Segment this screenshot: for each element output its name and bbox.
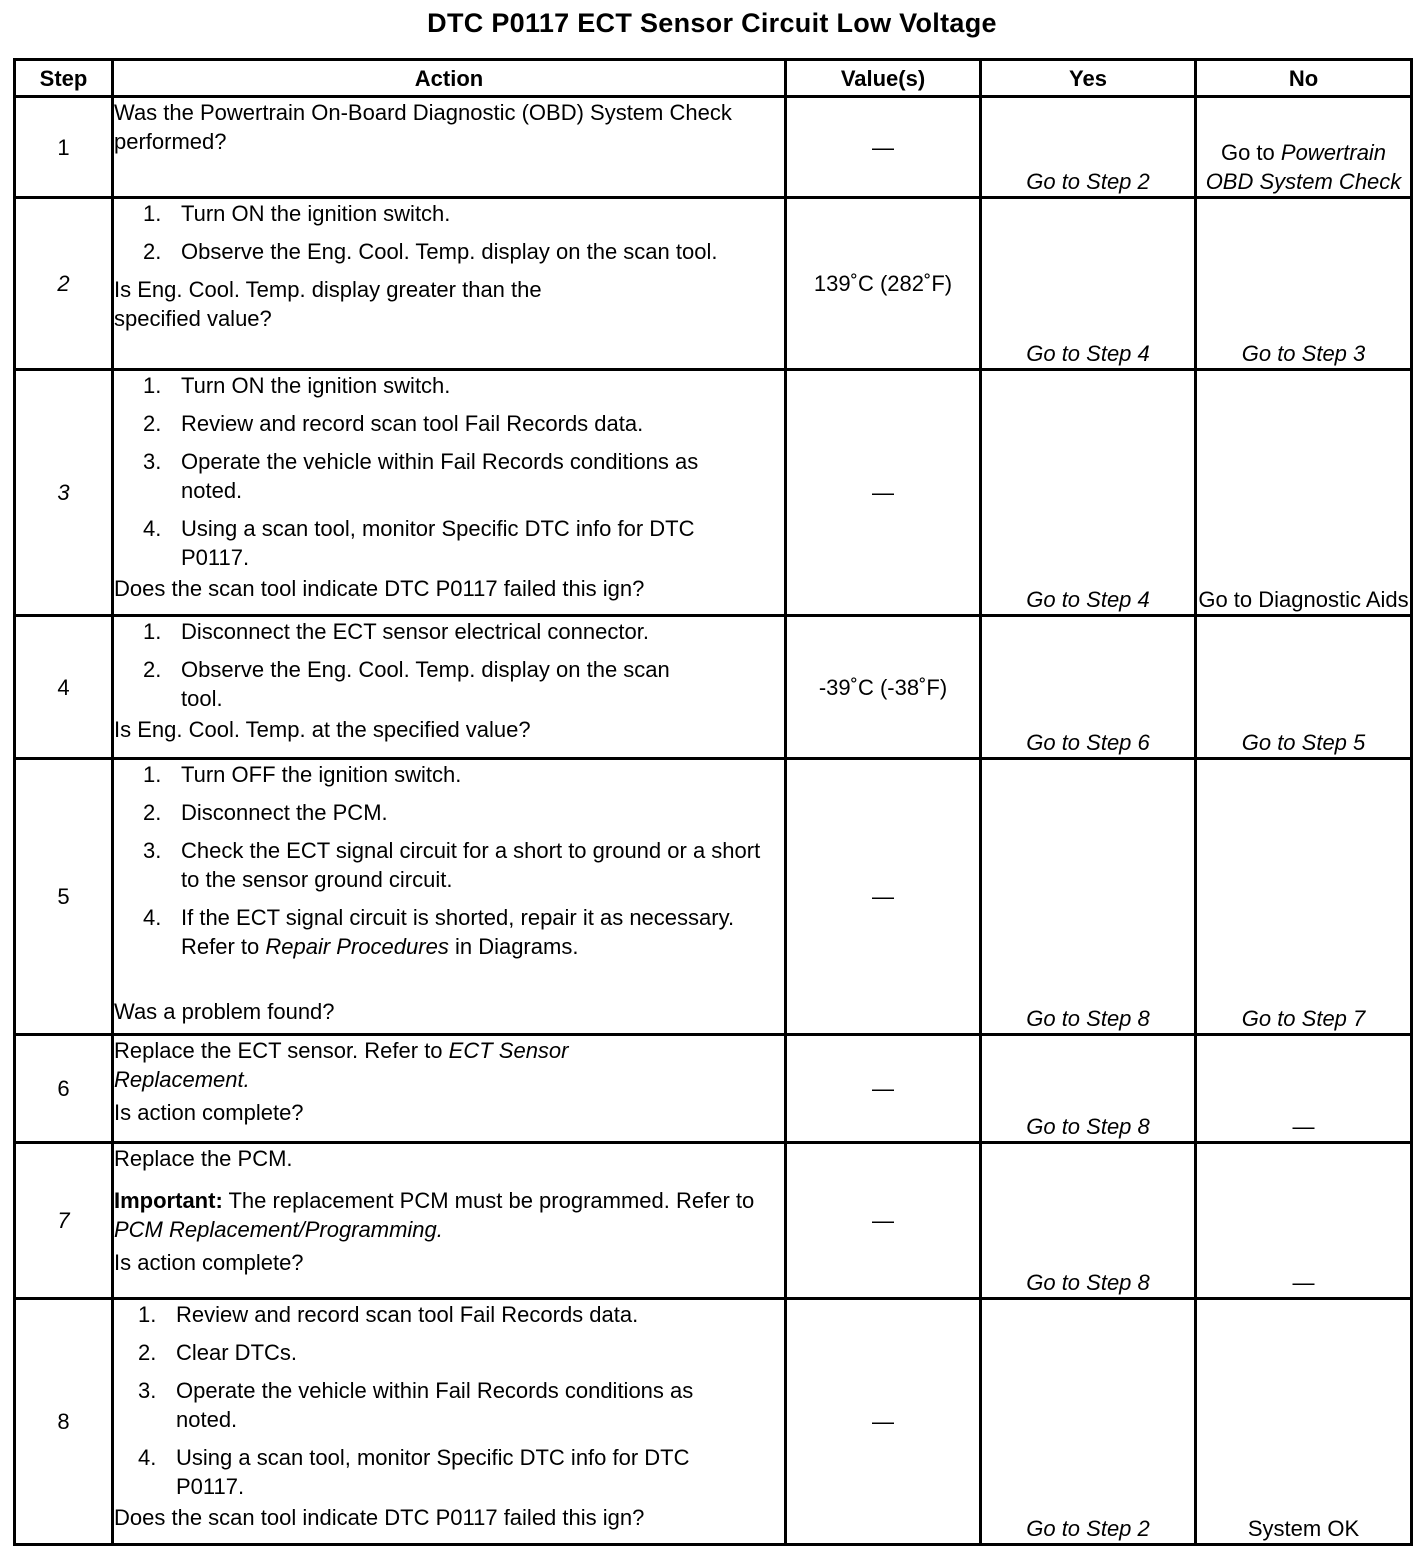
header-values: Value(s) bbox=[786, 60, 981, 97]
step-number: 6 bbox=[15, 1035, 113, 1143]
step-number: 4 bbox=[15, 616, 113, 759]
no-cell: Go to Step 5 bbox=[1196, 616, 1412, 759]
value-cell: — bbox=[786, 759, 981, 1035]
action-step: 1. Turn OFF the ignition switch. bbox=[143, 762, 462, 787]
action-text: Replace the PCM. bbox=[114, 1146, 293, 1171]
no-cell: — bbox=[1196, 1035, 1412, 1143]
action-question: Does the scan tool indicate DTC P0117 failed this ign? bbox=[114, 1505, 645, 1530]
yes-cell: Go to Step 4 bbox=[981, 370, 1196, 616]
step-number: 8 bbox=[15, 1299, 113, 1545]
step-item-number: 4. bbox=[143, 516, 162, 541]
header-action: Action bbox=[113, 60, 786, 97]
no-cell: Go to Step 3 bbox=[1196, 198, 1412, 370]
action-cell bbox=[113, 198, 786, 370]
action-steps bbox=[114, 371, 784, 572]
table-row bbox=[15, 616, 1412, 759]
step-item-number: 3. bbox=[143, 449, 162, 474]
step-number: 2 bbox=[15, 198, 113, 370]
action-step: 2. Disconnect the PCM. bbox=[143, 800, 388, 825]
no-cell: Go to Diagnostic Aids bbox=[1196, 370, 1412, 616]
action-step: 4. Using a scan tool, monitor Specific DTC info for DTC P0117. bbox=[143, 516, 695, 570]
step-item-number: 4. bbox=[138, 1445, 157, 1470]
action-text: Was the Powertrain On-Board Diagnostic (OBD) System Check performed? bbox=[114, 100, 732, 154]
action-step: 3. Operate the vehicle within Fail Records conditions as noted. bbox=[138, 1378, 694, 1432]
table-row bbox=[15, 198, 1412, 370]
no-reference: Powertrain OBD System Check bbox=[1205, 140, 1402, 194]
table-row bbox=[15, 1299, 1412, 1545]
action-cell bbox=[113, 616, 786, 759]
yes-cell: Go to Step 6 bbox=[981, 616, 1196, 759]
no-cell: — bbox=[1196, 1143, 1412, 1299]
action-question: Is Eng. Cool. Temp. at the specified value? bbox=[114, 717, 531, 742]
step-number: 3 bbox=[15, 370, 113, 616]
action-cell bbox=[113, 759, 786, 1035]
action-text: Replace the ECT sensor. Refer to bbox=[114, 1038, 443, 1063]
table-row bbox=[15, 97, 1412, 198]
diagnostic-table bbox=[13, 58, 1413, 1546]
action-step: 2. Observe the Eng. Cool. Temp. display on the scan tool. bbox=[143, 239, 718, 264]
step-item-number: 1. bbox=[143, 619, 162, 644]
step-item-number: 4. bbox=[143, 905, 162, 930]
action-reference: PCM Replacement/Programming. bbox=[114, 1217, 443, 1242]
step-number: 7 bbox=[15, 1143, 113, 1299]
step-item-number: 1. bbox=[138, 1302, 157, 1327]
step-number: 1 bbox=[15, 97, 113, 198]
action-question: Does the scan tool indicate DTC P0117 failed this ign? bbox=[114, 576, 645, 601]
yes-cell: Go to Step 8 bbox=[981, 1035, 1196, 1143]
step-item-number: 2. bbox=[143, 800, 162, 825]
action-steps bbox=[114, 1300, 784, 1501]
action-cell bbox=[113, 1143, 786, 1299]
action-step: 1. Turn ON the ignition switch. bbox=[143, 201, 451, 226]
step-number: 5 bbox=[15, 759, 113, 1035]
value-cell: — bbox=[786, 1299, 981, 1545]
no-cell: System OK bbox=[1196, 1299, 1412, 1545]
value-cell: — bbox=[786, 1035, 981, 1143]
action-steps bbox=[114, 199, 784, 266]
step-item-number: 1. bbox=[143, 373, 162, 398]
yes-cell: Go to Step 8 bbox=[981, 759, 1196, 1035]
action-step: 3. Operate the vehicle within Fail Records conditions as noted. bbox=[143, 449, 699, 503]
table-row bbox=[15, 759, 1412, 1035]
step-item-number: 3. bbox=[138, 1378, 157, 1403]
header-yes: Yes bbox=[981, 60, 1196, 97]
action-cell bbox=[113, 97, 786, 198]
action-step: 4. Using a scan tool, monitor Specific DTC info for DTC P0117. bbox=[138, 1445, 690, 1499]
value-cell: — bbox=[786, 97, 981, 198]
value-cell: — bbox=[786, 370, 981, 616]
yes-cell: Go to Step 2 bbox=[981, 1299, 1196, 1545]
action-step: 2. Clear DTCs. bbox=[138, 1340, 298, 1365]
header-row bbox=[15, 60, 1412, 97]
action-step: 4. If the ECT signal circuit is shorted, repair it as necessary. Refer to Repair Procedures in Diagrams. bbox=[143, 905, 735, 959]
no-prefix: Go to bbox=[1220, 140, 1275, 165]
no-cell: Go to Step 7 bbox=[1196, 759, 1412, 1035]
action-question: Is Eng. Cool. Temp. display greater than the specified value? bbox=[114, 277, 542, 331]
value-cell: — bbox=[786, 1143, 981, 1299]
yes-cell: Go to Step 2 bbox=[981, 97, 1196, 198]
step-item-number: 1. bbox=[143, 201, 162, 226]
step-item-number: 1. bbox=[143, 762, 162, 787]
action-question: Was a problem found? bbox=[114, 999, 335, 1024]
step-item-number: 2. bbox=[143, 411, 162, 436]
value-cell: 139˚C (282˚F) bbox=[786, 198, 981, 370]
step-item-number: 2. bbox=[143, 239, 162, 264]
important-note: Important: The replacement PCM must be programmed. Refer to PCM Replacement/Programming. bbox=[114, 1188, 755, 1242]
page-title: DTC P0117 ECT Sensor Circuit Low Voltage bbox=[427, 8, 997, 38]
action-question: Is action complete? bbox=[114, 1100, 304, 1125]
action-step: 1. Turn ON the ignition switch. bbox=[143, 373, 451, 398]
no-cell bbox=[1196, 97, 1412, 198]
action-step: 3. Check the ECT signal circuit for a short to ground or a short to the sensor ground circuit. bbox=[143, 838, 761, 892]
important-label: Important: bbox=[114, 1188, 223, 1213]
yes-cell: Go to Step 4 bbox=[981, 198, 1196, 370]
step-item-number: 2. bbox=[138, 1340, 157, 1365]
table-row bbox=[15, 1143, 1412, 1299]
header-step: Step bbox=[15, 60, 113, 97]
table-row bbox=[15, 1035, 1412, 1143]
action-reference: ECT Sensor Replacement. bbox=[114, 1038, 569, 1092]
table-row bbox=[15, 370, 1412, 616]
action-steps bbox=[114, 760, 784, 961]
action-cell bbox=[113, 370, 786, 616]
step-item-number: 3. bbox=[143, 838, 162, 863]
step-item-number: 2. bbox=[143, 657, 162, 682]
value-cell: -39˚C (-38˚F) bbox=[786, 616, 981, 759]
action-step: 1. Review and record scan tool Fail Records data. bbox=[138, 1302, 639, 1327]
action-steps bbox=[114, 617, 784, 713]
action-cell bbox=[113, 1035, 786, 1143]
yes-cell: Go to Step 8 bbox=[981, 1143, 1196, 1299]
action-step: 1. Disconnect the ECT sensor electrical connector. bbox=[143, 619, 649, 644]
action-cell bbox=[113, 1299, 786, 1545]
action-step: 2. Observe the Eng. Cool. Temp. display on the scan tool. bbox=[143, 657, 670, 711]
action-step: 2. Review and record scan tool Fail Records data. bbox=[143, 411, 644, 436]
header-no: No bbox=[1196, 60, 1412, 97]
action-question: Is action complete? bbox=[114, 1250, 304, 1275]
